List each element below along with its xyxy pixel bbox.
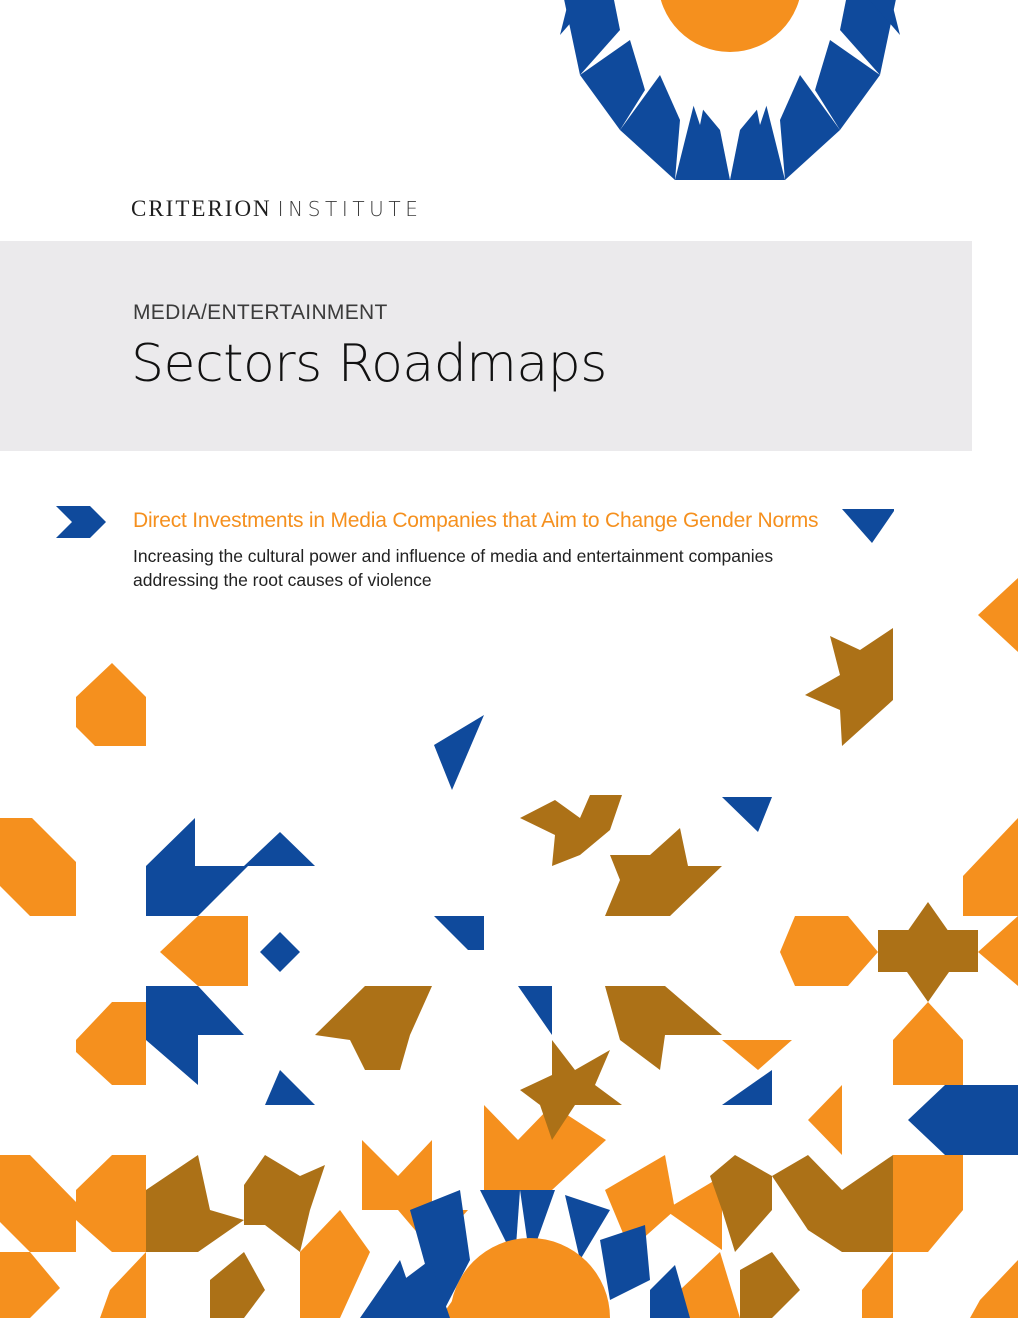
sector-label: MEDIA/ENTERTAINMENT: [133, 301, 388, 324]
page-title: Sectors Roadmaps: [131, 334, 607, 394]
triangle-down-icon: [842, 509, 894, 543]
brand-word-criterion: CRITERION: [131, 196, 272, 221]
brand-word-institute: INSTITUTE: [277, 197, 423, 221]
brand-logo: [131, 196, 422, 226]
top-rosette-decoration: [540, 0, 920, 180]
section-description: Increasing the cultural power and influence of media and entertainment companies addressing the root causes of violence: [133, 546, 774, 590]
section-subtitle: Direct Investments in Media Companies that Aim to Change Gender Norms: [133, 509, 819, 532]
geometric-pattern-decoration: [0, 570, 1018, 1318]
chevron-right-icon: [56, 506, 106, 538]
